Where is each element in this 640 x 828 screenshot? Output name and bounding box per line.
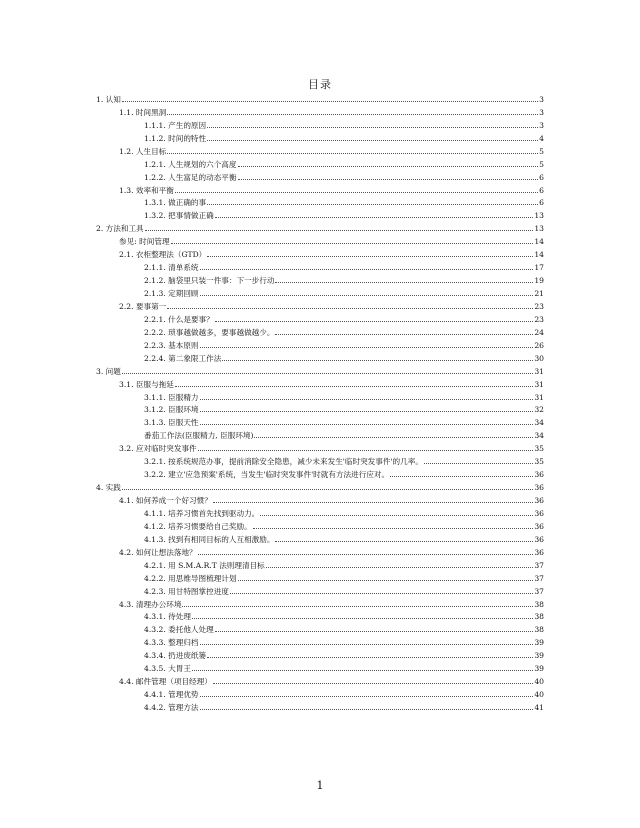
toc-entry-title: 1.2.2. 人生富足的动态平衡 xyxy=(144,172,237,182)
toc-entry-title: 1.3.1. 做正确的事 xyxy=(144,198,207,208)
toc-entry-title: 4.3.3. 整理归档 xyxy=(144,638,199,648)
toc-entry-title: 1. 认知 xyxy=(96,94,121,104)
toc-entry-page: 39 xyxy=(534,651,544,661)
toc-leader-dots xyxy=(254,437,533,438)
toc-entry[interactable] xyxy=(96,298,544,311)
toc-entry-page: 31 xyxy=(534,366,544,376)
toc-entry-title: 2.2. 要事第一 xyxy=(119,301,167,311)
toc-entry-title: 番茄工作法(臣服精力, 臣服环境) xyxy=(144,431,254,441)
toc-entry-page: 36 xyxy=(534,483,544,493)
toc-entry[interactable] xyxy=(96,246,544,259)
toc-leader-dots xyxy=(200,347,534,348)
toc-entry-title: 1.1.1. 产生的原因 xyxy=(144,120,207,130)
toc-leader-dots xyxy=(182,606,533,607)
toc-entry-title: 2.1.3. 定期回顾 xyxy=(144,289,199,298)
toc-leader-dots xyxy=(390,476,533,477)
toc-entry-page: 34 xyxy=(534,431,544,441)
toc-entry[interactable] xyxy=(96,609,544,622)
toc-leader-dots xyxy=(198,450,534,451)
toc-leader-dots xyxy=(275,541,533,542)
toc-leader-dots xyxy=(198,554,534,555)
toc-entry-title: 2.2.1. 什么是要事？ xyxy=(144,314,214,324)
toc-leader-dots xyxy=(424,463,533,464)
toc-entry-page: 40 xyxy=(534,690,544,700)
toc-entry-page: 32 xyxy=(534,405,544,415)
toc-entry-page: 35 xyxy=(534,444,544,454)
toc-leader-dots xyxy=(207,256,533,257)
toc-entry-page: 39 xyxy=(534,664,544,674)
toc-entry[interactable] xyxy=(96,182,544,195)
toc-entry-page: 14 xyxy=(534,237,544,247)
toc-entry-title: 4.3.2. 委托他人处理 xyxy=(144,625,214,635)
toc-entry-title: 4.3.4. 扔进废纸篓 xyxy=(144,651,207,661)
toc-leader-dots xyxy=(238,580,534,581)
toc-leader-dots xyxy=(122,489,533,490)
toc-entry-title: 4.3.1. 待处理 xyxy=(144,612,191,622)
toc-entry-title: 1.1. 时间黑洞 xyxy=(119,107,167,117)
toc-leader-dots xyxy=(167,153,538,154)
toc-leader-dots xyxy=(200,424,534,425)
toc-entry-page: 6 xyxy=(539,198,544,208)
toc-leader-dots xyxy=(200,696,534,697)
toc-leader-dots xyxy=(260,515,533,516)
toc-entry-page: 31 xyxy=(534,392,544,402)
toc-entry[interactable] xyxy=(96,207,544,220)
toc-entry[interactable] xyxy=(96,453,544,466)
toc-entry[interactable] xyxy=(96,596,544,609)
toc-entry-page: 23 xyxy=(534,314,544,324)
toc-leader-dots xyxy=(167,308,533,309)
toc-entry-title: 4.2.1. 用 S.M.A.R.T 法则理清目标 xyxy=(144,560,265,570)
toc-entry-title: 3.2.1. 按系统规范办事，提前消除安全隐患，减少未来发生'临时突发事件'的几率。 xyxy=(144,457,423,467)
toc-entry-page: 6 xyxy=(539,172,544,182)
toc-entry[interactable] xyxy=(96,634,544,647)
toc-entry-title: 2. 方法和工具 xyxy=(96,224,144,234)
toc-entry[interactable] xyxy=(96,583,544,596)
toc-entry-title: 3. 问题 xyxy=(96,366,121,376)
toc-entry-title: 2.2.3. 基本原则 xyxy=(144,340,199,350)
toc-entry[interactable] xyxy=(96,285,544,298)
toc-entry-page: 5 xyxy=(539,146,544,156)
toc-entry-page: 38 xyxy=(534,625,544,635)
toc-leader-dots xyxy=(275,282,533,283)
toc-leader-dots xyxy=(238,179,539,180)
toc-leader-dots xyxy=(230,593,533,594)
table-of-contents xyxy=(96,91,544,712)
toc-entry[interactable] xyxy=(96,673,544,686)
toc-entry-page: 38 xyxy=(534,612,544,622)
toc-entry-title: 3.1.2. 臣服环境 xyxy=(144,405,199,415)
toc-entry[interactable] xyxy=(96,324,544,337)
toc-entry-title: 4.1. 如何养成一个好习惯？ xyxy=(119,496,212,505)
toc-entry[interactable] xyxy=(96,402,544,415)
toc-entry[interactable] xyxy=(96,492,544,505)
toc-entry-page: 36 xyxy=(534,547,544,557)
toc-entry[interactable] xyxy=(96,143,544,156)
toc-entry[interactable] xyxy=(96,479,544,492)
toc-leader-dots xyxy=(175,386,533,387)
toc-entry-page: 31 xyxy=(534,379,544,389)
toc-entry-title: 4.3. 清理办公环境 xyxy=(119,599,182,609)
toc-entry-title: 4.2.2. 用思维导图梳理计划 xyxy=(144,573,237,583)
toc-entry-title: 4.4.1. 管理优势 xyxy=(144,690,199,700)
toc-entry[interactable] xyxy=(96,104,544,117)
toc-entry[interactable] xyxy=(96,686,544,699)
toc-leader-dots xyxy=(207,140,538,141)
toc-entry[interactable] xyxy=(96,544,544,557)
toc-entry-title: 1.3. 效率和平衡 xyxy=(119,185,174,195)
toc-leader-dots xyxy=(266,567,534,568)
toc-entry[interactable] xyxy=(96,91,544,104)
toc-entry[interactable] xyxy=(96,272,544,285)
toc-entry-page: 5 xyxy=(539,159,544,169)
toc-entry-title: 1.3.2. 把事情做正确 xyxy=(144,211,214,221)
toc-leader-dots xyxy=(275,334,533,335)
toc-leader-dots xyxy=(192,670,533,671)
toc-leader-dots xyxy=(213,502,533,503)
toc-leader-dots xyxy=(215,321,534,322)
toc-entry-page: 36 xyxy=(534,496,544,505)
toc-entry-page: 37 xyxy=(534,573,544,583)
toc-entry[interactable] xyxy=(96,531,544,544)
toc-leader-dots xyxy=(200,399,534,400)
toc-entry[interactable] xyxy=(96,660,544,673)
toc-entry[interactable] xyxy=(96,156,544,169)
toc-entry[interactable] xyxy=(96,130,544,143)
toc-leader-dots xyxy=(200,709,534,710)
toc-entry-page: 23 xyxy=(534,301,544,311)
toc-entry-page: 37 xyxy=(534,560,544,570)
toc-entry[interactable] xyxy=(96,466,544,479)
toc-entry[interactable] xyxy=(96,570,544,583)
toc-entry[interactable] xyxy=(96,557,544,570)
toc-entry[interactable] xyxy=(96,259,544,272)
toc-entry-page: 14 xyxy=(534,250,544,260)
toc-entry-page: 13 xyxy=(534,224,544,234)
toc-entry-title: 2.1.1. 清单系统 xyxy=(144,263,199,273)
toc-leader-dots xyxy=(200,295,534,296)
toc-entry-page: 37 xyxy=(534,586,544,596)
toc-entry-page: 36 xyxy=(534,521,544,531)
toc-leader-dots xyxy=(253,528,534,529)
toc-entry-title: 2.1. 衣柜整理法（GTD） xyxy=(119,250,207,260)
toc-entry-page: 36 xyxy=(534,470,544,480)
toc-leader-dots xyxy=(145,230,534,231)
toc-entry-title: 2.2.2. 琐事越做越多，要事越做越少。 xyxy=(144,327,275,337)
toc-entry[interactable] xyxy=(96,311,544,324)
toc-entry-title: 4.4. 邮件管理（项目经理） xyxy=(119,677,212,687)
toc-leader-dots xyxy=(200,411,534,412)
toc-entry-title: 1.1.2. 时间的特性 xyxy=(144,133,207,143)
toc-entry[interactable] xyxy=(96,699,544,712)
toc-entry-title: 4.4.2. 管理方法 xyxy=(144,703,199,712)
toc-entry[interactable] xyxy=(96,195,544,208)
toc-entry-page: 6 xyxy=(539,185,544,195)
toc-entry-page: 36 xyxy=(534,508,544,518)
toc-leader-dots xyxy=(215,217,534,218)
toc-entry-title: 4.3.5. 大胃王 xyxy=(144,664,191,674)
toc-leader-dots xyxy=(215,631,534,632)
page-number: 1 xyxy=(316,779,324,792)
toc-entry-title: 4.1.3. 找到有相同目标的人互相激励。 xyxy=(144,534,275,544)
toc-entry-page: 36 xyxy=(534,534,544,544)
toc-entry-page: 3 xyxy=(539,94,544,104)
toc-entry-page: 41 xyxy=(534,703,544,712)
toc-leader-dots xyxy=(171,243,534,244)
toc-entry-title: 4. 实践 xyxy=(96,483,121,493)
toc-entry[interactable] xyxy=(96,505,544,518)
toc-entry[interactable] xyxy=(96,363,544,376)
toc-entry-title: 3.2. 应对临时突发事件 xyxy=(119,444,197,454)
toc-entry-title: 3.1.3. 臣服天性 xyxy=(144,418,199,428)
toc-entry-title: 4.2.3. 用甘特图掌控进度 xyxy=(144,586,229,596)
toc-entry-page: 19 xyxy=(534,276,544,286)
toc-entry-page: 4 xyxy=(539,133,544,143)
toc-leader-dots xyxy=(238,166,539,167)
toc-entry-title: 3.1. 臣服与拖延 xyxy=(119,379,174,389)
toc-entry-page: 30 xyxy=(534,353,544,363)
toc-entry[interactable] xyxy=(96,350,544,363)
toc-entry[interactable] xyxy=(96,518,544,531)
toc-entry-page: 3 xyxy=(539,120,544,130)
toc-entry[interactable] xyxy=(96,220,544,233)
toc-leader-dots xyxy=(122,101,538,102)
toc-entry-title: 2.2.4. 第二象限工作法 xyxy=(144,353,222,363)
toc-leader-dots xyxy=(207,657,533,658)
toc-entry-title: 1.2. 人生目标 xyxy=(119,146,167,156)
toc-entry-page: 3 xyxy=(539,107,544,117)
toc-entry-title: 3.2.2. 建立'应急预案'系统，当发生'临时突发事件'时就有方法进行应对。 xyxy=(144,470,390,480)
toc-entry-page: 26 xyxy=(534,340,544,350)
toc-entry-page: 39 xyxy=(534,638,544,648)
toc-entry-page: 40 xyxy=(534,677,544,687)
toc-entry-title: 3.1.1. 臣服精力 xyxy=(144,392,199,402)
toc-entry-title: 4.2. 如何让想法落地？ xyxy=(119,547,197,557)
toc-entry[interactable] xyxy=(96,376,544,389)
toc-leader-dots xyxy=(167,114,538,115)
toc-entry-title: 2.1.2. 脑袋里只装一件事：下一步行动 xyxy=(144,276,275,286)
toc-leader-dots xyxy=(222,360,533,361)
toc-entry-title: 参见: 时间管理 xyxy=(119,237,170,247)
toc-leader-dots xyxy=(207,204,538,205)
toc-entry-page: 24 xyxy=(534,327,544,337)
toc-entry[interactable] xyxy=(96,440,544,453)
toc-entry-page: 21 xyxy=(534,289,544,298)
toc-entry-title: 1.2.1. 人生规划的六个高度 xyxy=(144,159,237,169)
toc-entry[interactable] xyxy=(96,414,544,427)
toc-leader-dots xyxy=(213,683,533,684)
toc-entry-title: 4.1.2. 培养习惯要给自己奖励。 xyxy=(144,521,252,531)
toc-entry[interactable] xyxy=(96,427,544,440)
toc-entry[interactable] xyxy=(96,647,544,660)
toc-entry-title: 4.1.1. 培养习惯首先找到驱动力。 xyxy=(144,508,260,518)
toc-leader-dots xyxy=(192,618,533,619)
toc-entry-page: 17 xyxy=(534,263,544,273)
toc-leader-dots xyxy=(200,644,534,645)
toc-entry[interactable] xyxy=(96,117,544,130)
toc-entry[interactable] xyxy=(96,389,544,402)
toc-entry[interactable] xyxy=(96,621,544,634)
toc-entry-page: 35 xyxy=(534,457,544,467)
toc-entry[interactable] xyxy=(96,233,544,246)
toc-entry[interactable] xyxy=(96,337,544,350)
toc-leader-dots xyxy=(200,269,534,270)
toc-leader-dots xyxy=(207,127,538,128)
toc-leader-dots xyxy=(175,192,538,193)
toc-entry-page: 34 xyxy=(534,418,544,428)
toc-leader-dots xyxy=(122,373,533,374)
toc-entry[interactable] xyxy=(96,169,544,182)
toc-entry-page: 13 xyxy=(534,211,544,221)
toc-title: 目录 xyxy=(308,78,332,91)
toc-entry-page: 38 xyxy=(534,599,544,609)
